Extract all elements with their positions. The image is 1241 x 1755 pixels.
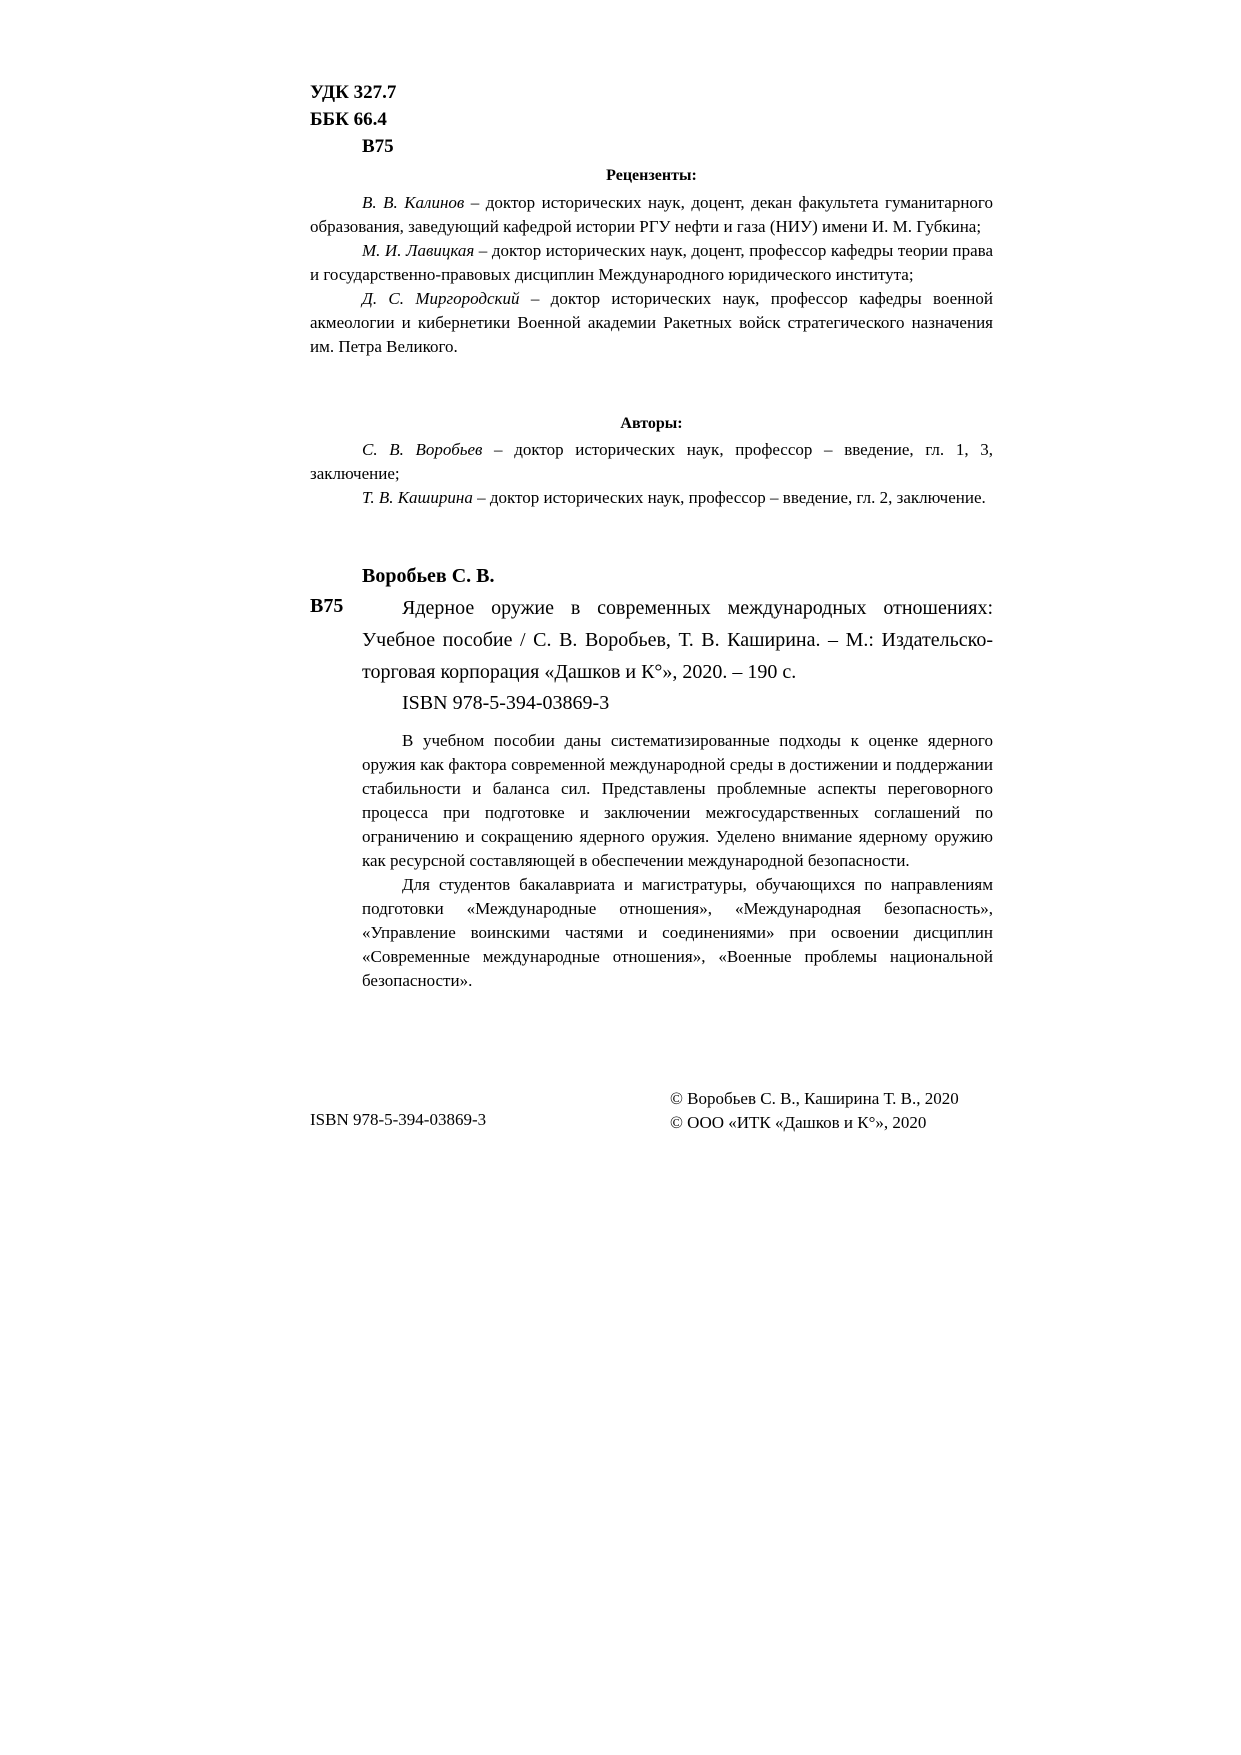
abstract bbox=[362, 729, 993, 993]
udc-code: УДК 327.7 bbox=[310, 82, 397, 103]
bibliographic-text: Ядерное оружие в современных международных отношениях: Учебное пособие / С. В. Воробьев, Т. В. Каширина. – М.: Издательско-торговая корпорация «Дашков и К°», 2020. – 190 с. bbox=[362, 597, 993, 683]
bbk-code: ББК 66.4 bbox=[310, 109, 387, 130]
main-author-heading: Воробьев С. В. bbox=[362, 565, 495, 587]
reviewer-description: – доктор исторических наук, доцент, профессор кафедры теории права и государственно-правовых дисциплин Международного юридического института; bbox=[310, 241, 994, 284]
reviewers-heading: Рецензенты: bbox=[606, 167, 697, 184]
bibliographic-description bbox=[362, 592, 993, 688]
classification-block bbox=[310, 79, 396, 160]
reviewer-entry bbox=[310, 191, 993, 239]
isbn-main: ISBN 978-5-394-03869-3 bbox=[402, 692, 610, 714]
copyright-authors: © Воробьев С. В., Каширина Т. В., 2020 bbox=[670, 1089, 959, 1108]
author-name: Т. В. Каширина bbox=[362, 488, 473, 507]
reviewers-list bbox=[310, 191, 993, 359]
reviewer-name: Д. С. Миргородский bbox=[362, 289, 520, 308]
reviewer-entry bbox=[310, 239, 993, 287]
reviewer-name: М. И. Лавицкая bbox=[362, 241, 475, 260]
authors-list bbox=[310, 438, 993, 510]
reviewer-description: – доктор исторических наук, профессор кафедры военной акмеологии и кибернетики Военной академии Ракетных войск стратегического назначения им. Петра Великого. bbox=[310, 289, 993, 356]
author-entry bbox=[310, 486, 993, 510]
author-name: С. В. Воробьев bbox=[362, 440, 483, 459]
reviewer-entry bbox=[310, 287, 993, 359]
author-contribution: – доктор исторических наук, профессор – введение, гл. 2, заключение. bbox=[472, 488, 986, 507]
reviewer-name: В. В. Калинов bbox=[362, 193, 465, 212]
author-contribution: – доктор исторических наук, профессор – введение, гл. 1, 3, заключение; bbox=[310, 440, 993, 483]
authors-heading: Авторы: bbox=[620, 415, 683, 432]
abstract-paragraph: Для студентов бакалавриата и магистратуры, обучающихся по направлениям подготовки «Международные отношения», «Международная безопасность», «Управление воинскими частями и соединениями» при освоении дисциплин «Современные международные отношения», «Военные проблемы национальной безопасности». bbox=[362, 875, 993, 990]
author-entry bbox=[310, 438, 993, 486]
abstract-paragraph: В учебном пособии даны систематизированные подходы к оценке ядерного оружия как фактора современной международной среды в достижении и поддержании стабильности и баланса сил. Представлены проблемные аспекты переговорного процесса при подготовке и заключении межгосударственных соглашений по ограничению и сокращению ядерного оружия. Уделено внимание ядерному оружию как ресурсной составляющей в обеспечении международной безопасности. bbox=[362, 731, 993, 870]
copyright-publisher: © ООО «ИТК «Дашков и К°», 2020 bbox=[670, 1113, 927, 1132]
copyright-block bbox=[670, 1087, 959, 1135]
bibliographic-mark: В75 bbox=[310, 595, 344, 617]
author-mark: В75 bbox=[362, 136, 394, 157]
reviewer-description: – доктор исторических наук, доцент, декан факультета гуманитарного образования, заведующий кафедрой истории РГУ нефти и газа (НИУ) имени И. М. Губкина; bbox=[310, 193, 993, 236]
isbn-footer: ISBN 978-5-394-03869-3 bbox=[310, 1110, 487, 1129]
